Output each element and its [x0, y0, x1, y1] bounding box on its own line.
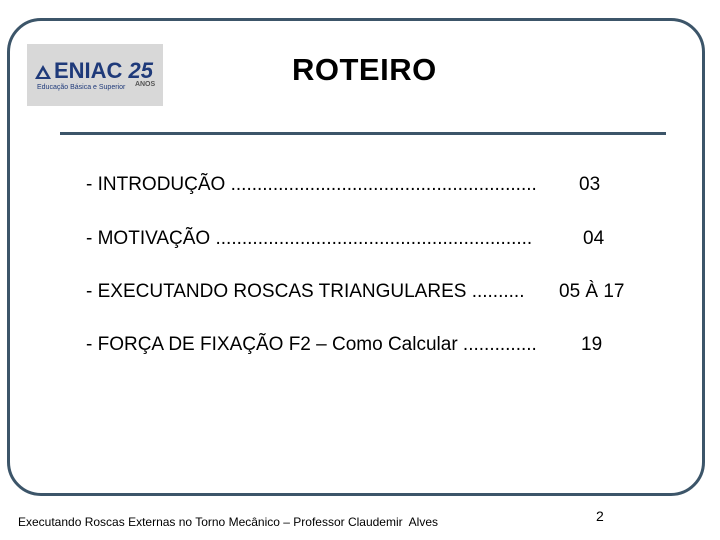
- footer-text: Executando Roscas Externas no Torno Mecânico – Professor Claudemir Alves: [18, 515, 438, 529]
- toc-item-text: - FORÇA DE FIXAÇÃO F2 – Como Calcular ..............: [86, 334, 537, 355]
- logo-years: 25: [128, 57, 153, 83]
- toc-item-forca: [86, 334, 603, 356]
- triangle-logo-icon: [35, 65, 51, 79]
- toc-item-text: - INTRODUÇÃO ..........................................................: [86, 174, 537, 195]
- title-divider: [60, 132, 666, 135]
- toc-item-page: 05 À 17: [559, 281, 625, 302]
- logo-brand: ENIAC: [54, 57, 123, 83]
- toc-item-text: - EXECUTANDO ROSCAS TRIANGULARES ..........: [86, 281, 525, 302]
- toc-item-roscas: [86, 281, 625, 303]
- slide-title: ROTEIRO: [292, 52, 437, 87]
- toc-item-page: 19: [581, 334, 603, 355]
- toc-item-motivacao: [86, 228, 605, 250]
- toc-item-introducao: [86, 174, 601, 196]
- eniac-logo: [27, 44, 163, 106]
- logo-tagline: Educação Básica e Superior: [37, 83, 126, 91]
- toc-item-page: 04: [583, 228, 605, 249]
- logo-anos: ANOS: [134, 80, 156, 88]
- page-number: 2: [596, 508, 604, 524]
- toc-item-text: - MOTIVAÇÃO ............................................................: [86, 228, 533, 249]
- toc-item-page: 03: [579, 174, 601, 195]
